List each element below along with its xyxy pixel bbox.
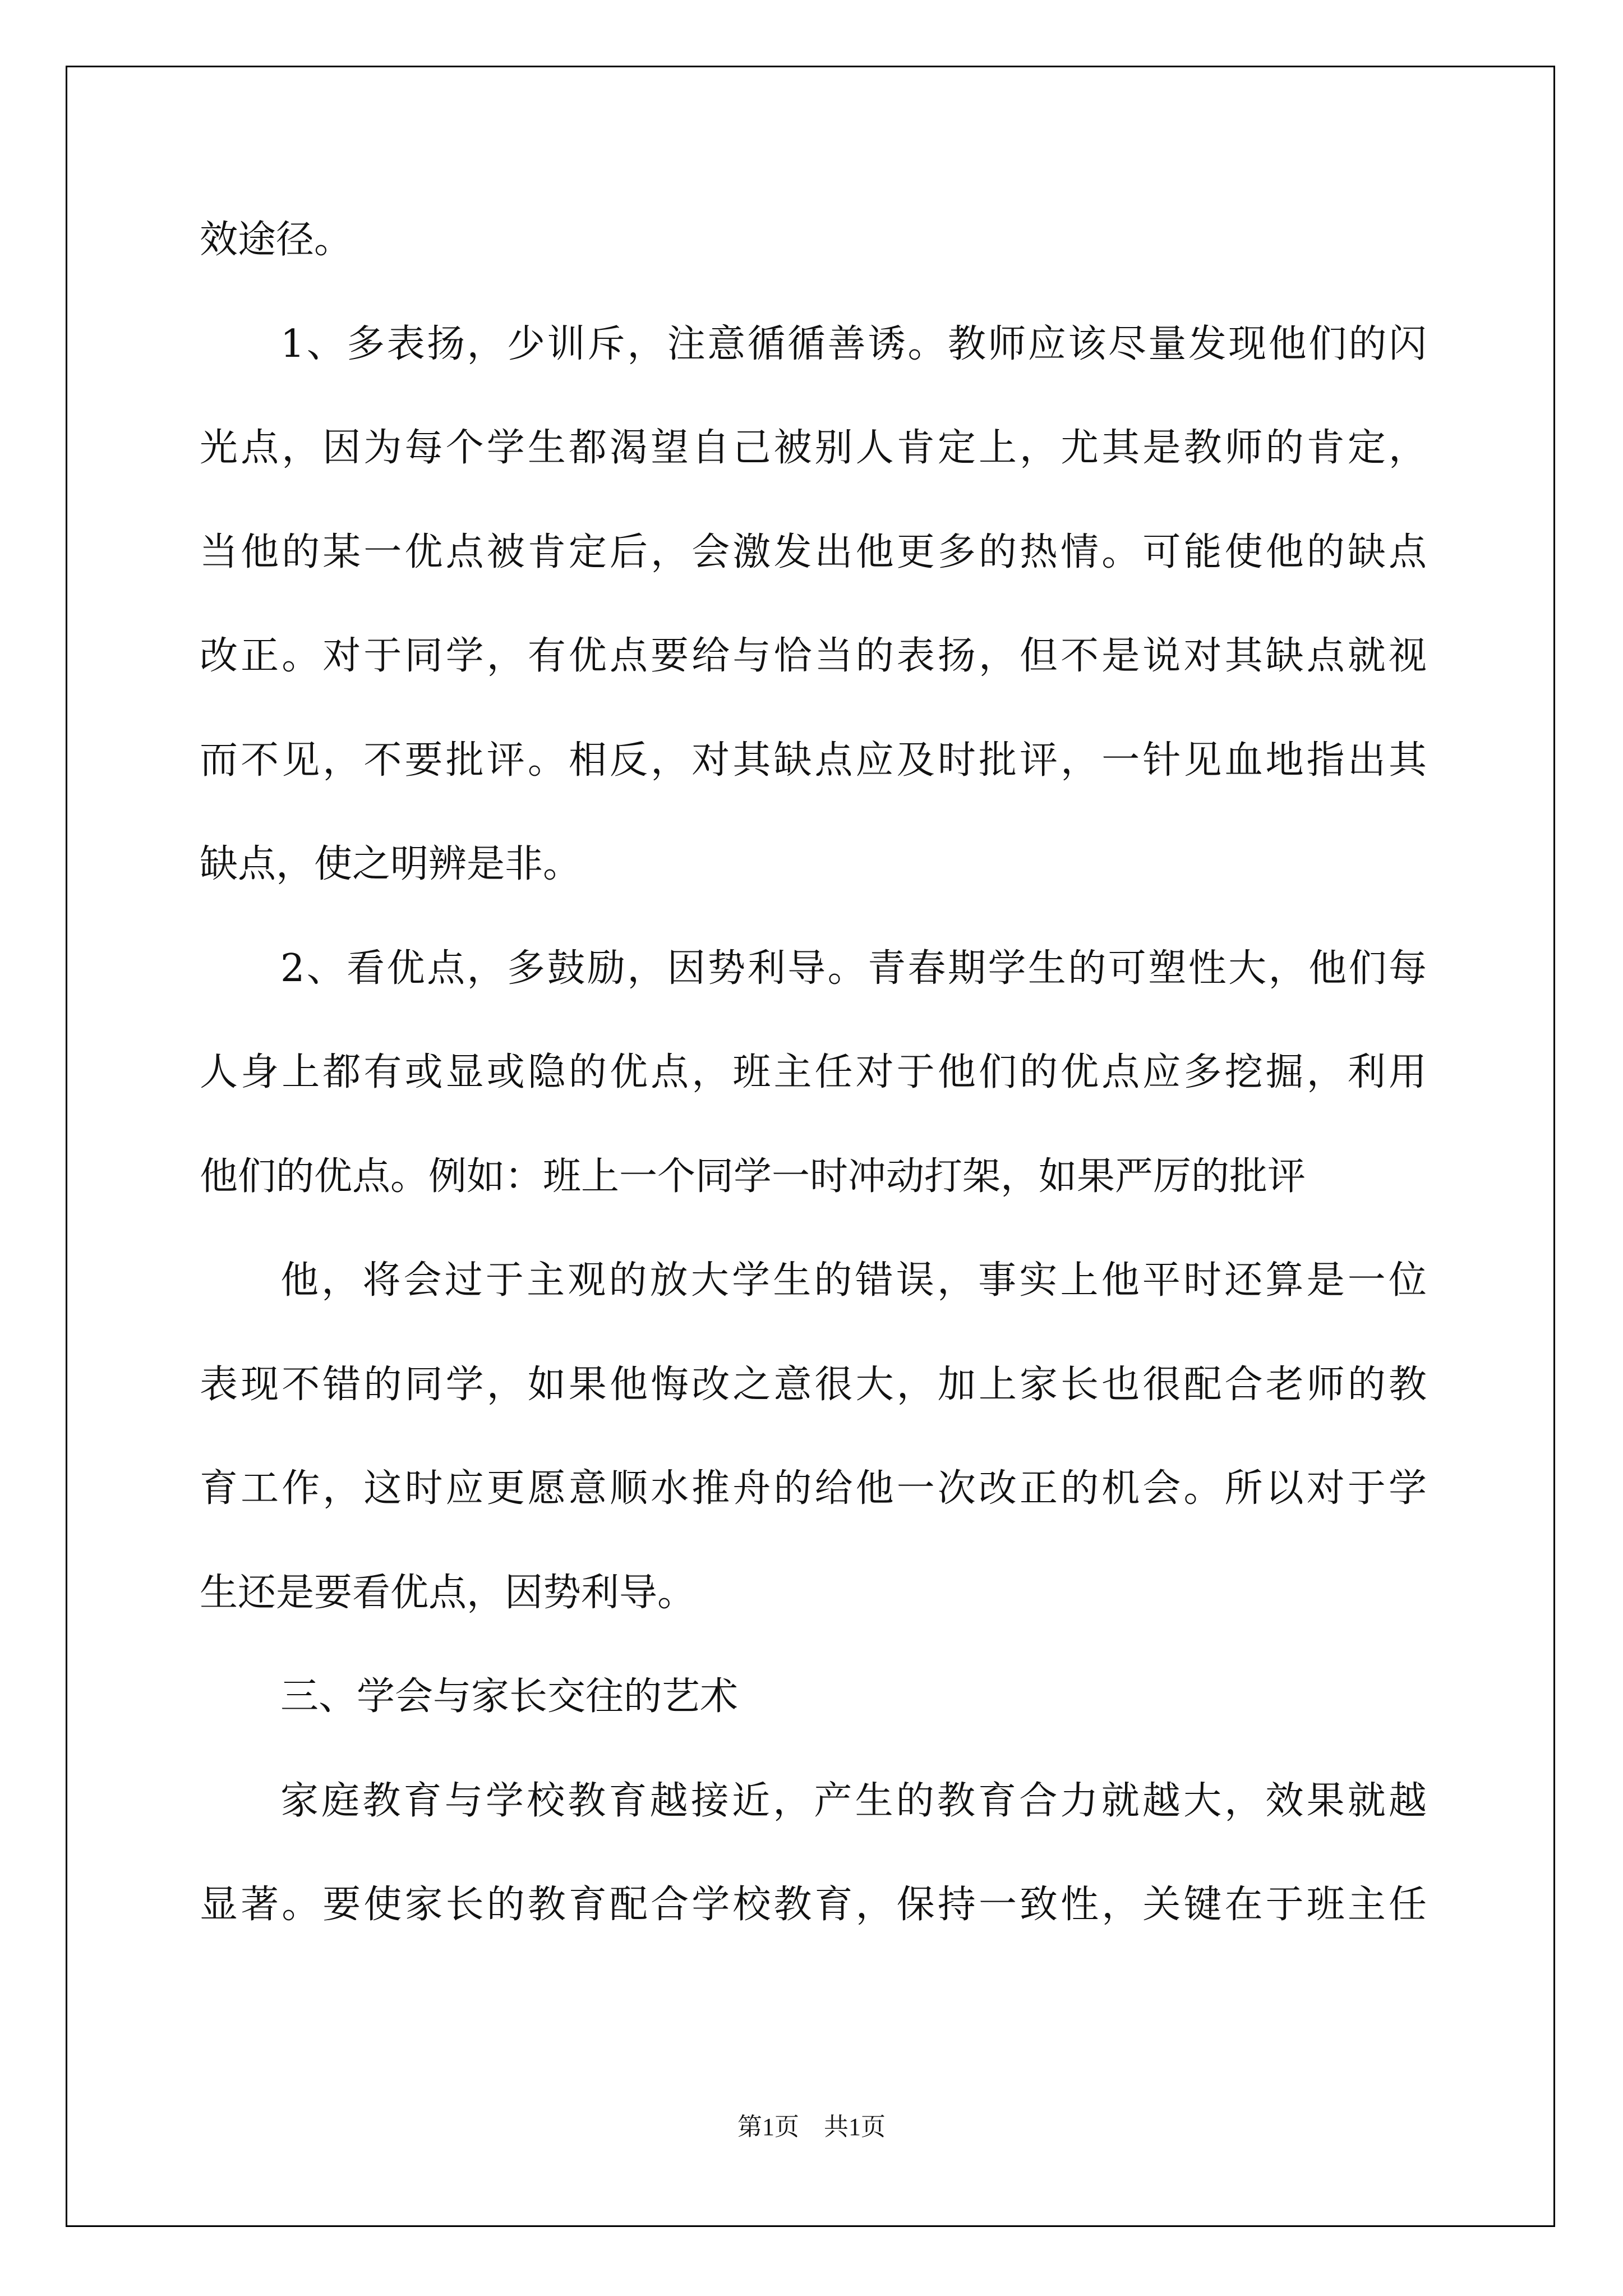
text-line-12: 表现不错的同学，如果他悔改之意很大，加上家长也很配合老师的教 (200, 1362, 1427, 1407)
text-line-8: 2、看优点，多鼓励，因势利导。青春期学生的可塑性大，他们每 (280, 946, 1427, 991)
text-line-6: 而不见，不要批评。相反，对其缺点应及时批评，一针见血地指出其 (200, 738, 1427, 783)
text-line-11: 他，将会过于主观的放大学生的错误，事实上他平时还算是一位 (280, 1258, 1427, 1303)
text-line-9: 人身上都有或显或隐的优点，班主任对于他们的优点应多挖掘，利用 (200, 1050, 1427, 1094)
document-body (200, 188, 1427, 1957)
text-line-17: 显著。要使家长的教育配合学校教育，保持一致性，关键在于班主任 (200, 1883, 1427, 1927)
text-line-16: 家庭教育与学校教育越接近，产生的教育合力就越大，效果就越 (280, 1778, 1427, 1823)
text-line-13: 育工作，这时应更愿意顺水推舟的给他一次改正的机会。所以对于学 (200, 1466, 1427, 1511)
text-line-10: 他们的优点。例如：班上一个同学一时冲动打架，如果严厉的批评 (200, 1154, 1306, 1199)
text-line-14: 生还是要看优点，因势利导。 (200, 1570, 696, 1615)
text-line-1: 效途径。 (200, 218, 353, 262)
page-footer: 第1页 共1页 (737, 2113, 886, 2141)
text-line-4: 当他的某一优点被肯定后，会激发出他更多的热情。可能使他的缺点 (200, 530, 1427, 574)
text-line-7: 缺点，使之明辨是非。 (200, 842, 582, 886)
text-line-15: 三、学会与家长交往的艺术 (280, 1674, 739, 1719)
text-line-2: 1、多表扬，少训斥，注意循循善诱。教师应该尽量发现他们的闪 (280, 321, 1427, 366)
text-line-3: 光点，因为每个学生都渴望自己被别人肯定上，尤其是教师的肯定， (200, 426, 1427, 470)
text-line-5: 改正。对于同学，有优点要给与恰当的表扬，但不是说对其缺点就视 (200, 634, 1427, 678)
